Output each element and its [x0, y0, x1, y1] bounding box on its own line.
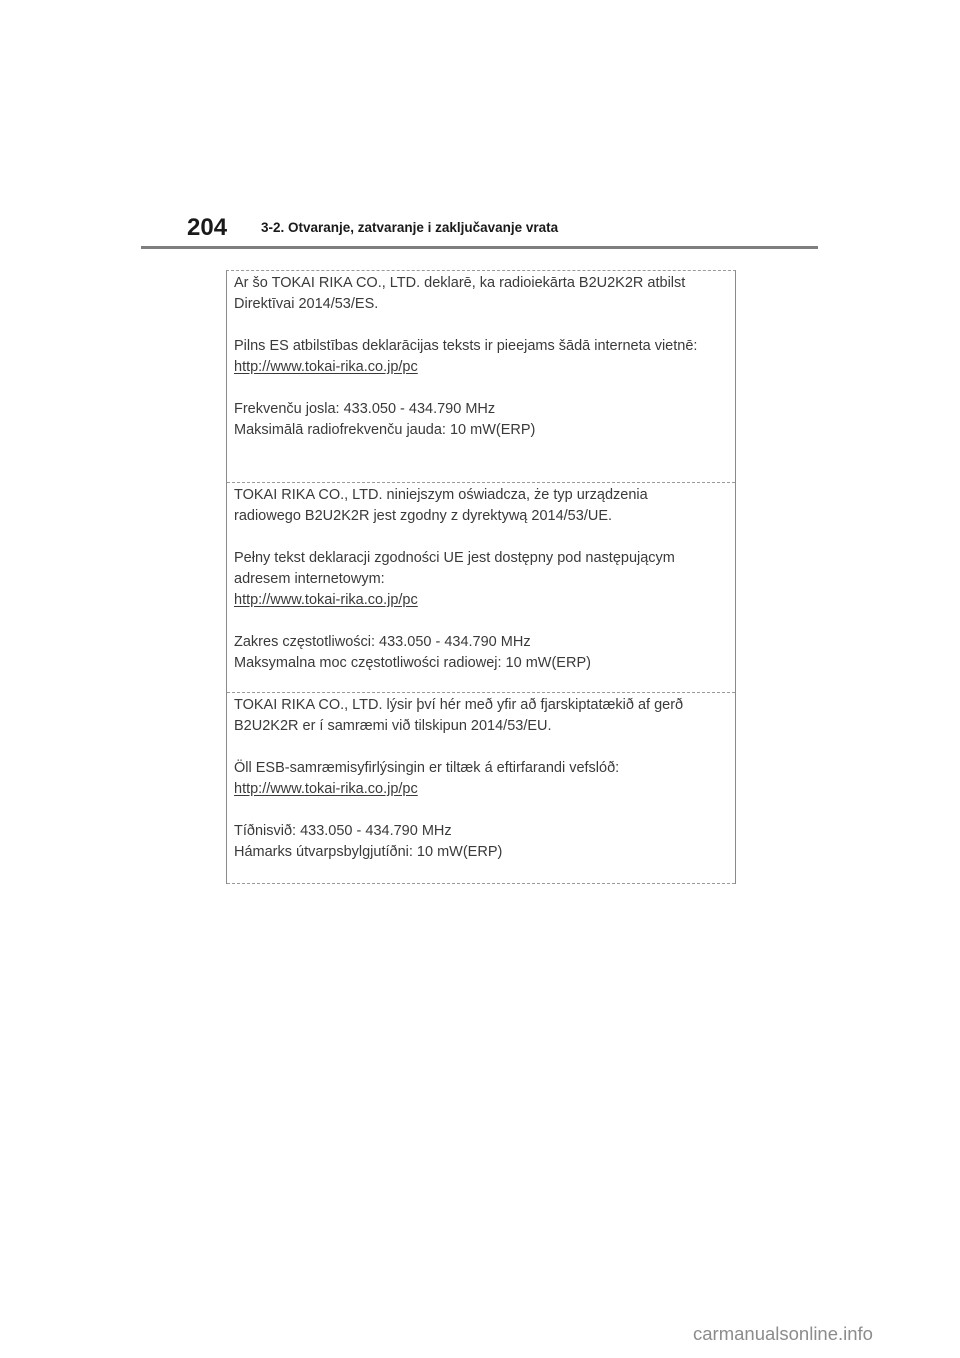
page-number: 204: [187, 214, 228, 241]
access-line: adresem internetowym:: [234, 571, 385, 587]
watermark: carmanualsonline.info: [693, 1323, 873, 1344]
declaration-access-text: [234, 548, 711, 590]
statement-line: radiowego B2U2K2R jest zgodny z dyrektywą 2014/53/UE.: [234, 508, 613, 524]
declaration-box: [226, 270, 736, 884]
declaration-block-icelandic: [227, 693, 735, 884]
frequency-band: Tíðnisvið: 433.050 - 434.790 MHz: [234, 823, 452, 839]
section-title: 3-2. Otvaranje, zatvaranje i zaključavanje vrata: [261, 220, 559, 235]
declaration-block-polish: [227, 483, 735, 693]
page-header: [141, 212, 818, 249]
access-line: Öll ESB-samræmisyfirlýsingin er tiltæk á eftirfarandi vefslóð:: [234, 760, 620, 776]
statement-line: Direktīvai 2014/53/ES.: [234, 296, 379, 312]
declaration-statement: [234, 695, 711, 737]
declaration-access-text: [234, 336, 711, 357]
declaration-block-latvian: [227, 271, 735, 483]
access-line: Pełny tekst deklaracji zgodności UE jest dostępny pod następującym: [234, 550, 675, 566]
declaration-statement: [234, 485, 711, 527]
declaration-link[interactable]: http://www.tokai-rika.co.jp/pc: [234, 781, 418, 797]
declaration-access-text: [234, 758, 711, 779]
max-power: Hámarks útvarpsbylgjutíðni: 10 mW(ERP): [234, 844, 503, 860]
frequency-band: Frekvenču josla: 433.050 - 434.790 MHz: [234, 401, 496, 417]
declaration-link[interactable]: http://www.tokai-rika.co.jp/pc: [234, 592, 418, 608]
statement-line: TOKAI RIKA CO., LTD. lýsir því hér með yfir að fjarskiptatækið af gerð: [234, 697, 684, 713]
max-power: Maksymalna moc częstotliwości radiowej: 10 mW(ERP): [234, 655, 591, 671]
statement-line: B2U2K2R er í samræmi við tilskipun 2014/53/EU.: [234, 718, 552, 734]
statement-line: TOKAI RIKA CO., LTD. niniejszym oświadcza, że typ urządzenia: [234, 487, 648, 503]
max-power: Maksimālā radiofrekvenču jauda: 10 mW(ERP): [234, 422, 536, 438]
access-line: Pilns ES atbilstības deklarācijas teksts ir pieejams šādā interneta: [234, 338, 651, 354]
frequency-band: Zakres częstotliwości: 433.050 - 434.790 MHz: [234, 634, 531, 650]
declaration-link[interactable]: http://www.tokai-rika.co.jp/pc: [234, 359, 418, 375]
access-line: vietnē:: [654, 338, 698, 354]
declaration-statement: [234, 273, 711, 315]
statement-line: Ar šo TOKAI RIKA CO., LTD. deklarē, ka radioiekārta B2U2K2R atbilst: [234, 275, 686, 291]
